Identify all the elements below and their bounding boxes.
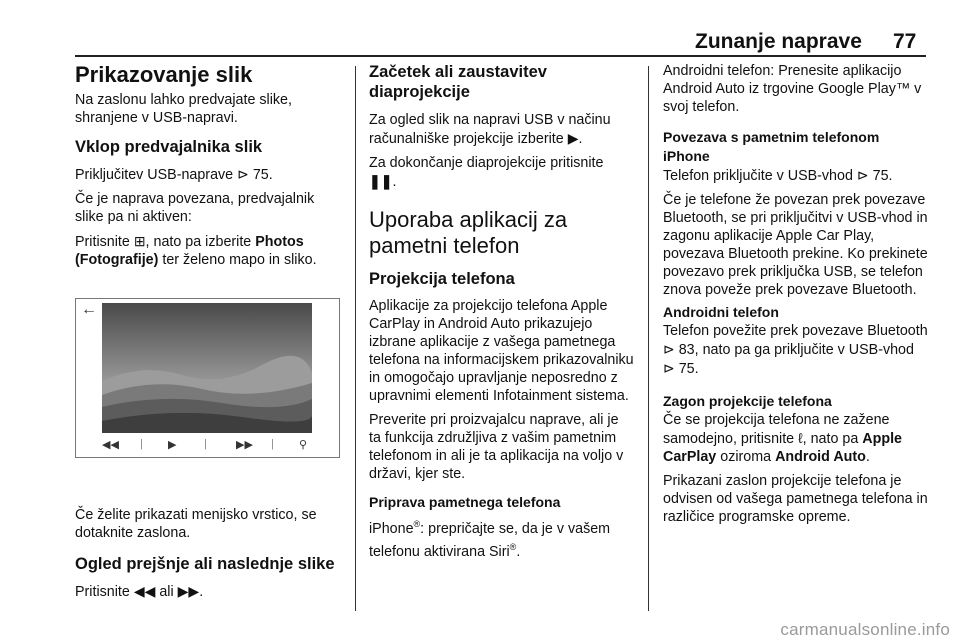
subsection-heading: Vklop predvajalnika slik: [75, 138, 263, 156]
paragraph: Pritisnite ⊞, nato pa izberite Photos (Fotografije) ter želeno mapo in sliko.: [75, 233, 317, 268]
paragraph: Pritisnite ◀◀ ali ▶▶.: [75, 583, 204, 600]
page-number: 77: [893, 30, 917, 53]
menu-icon[interactable]: ⚲: [299, 439, 308, 451]
rewind-icon: ◀◀: [133, 583, 156, 599]
paragraph: Če je telefone že povezan prek povezave Bluetooth, se pri priključitvi v USB-vhod in zagonu aplikacije Apple Car Play, povezava Bluetooth prekine. Ko prekinete povezavo prek priključka USB, se telefon znova poveže prek povezave Bluetooth.: [663, 192, 928, 298]
subsection-heading: Povezava s pametnim telefonom: [663, 129, 880, 145]
page-header-title: Zunanje naprave: [695, 30, 862, 53]
reference-arrow-icon: ⊳: [856, 167, 869, 183]
control-separator: |: [271, 438, 274, 450]
paragraph: Aplikacije za projekcijo telefona Apple CarPlay in Android Auto prikazujejo izbrane aplikacije z vašega pametnega telefona na informacijskem prikazovalniku in omogočajo upravljanje neposredno z upravnimi elementi Infotainment sistema.: [369, 298, 634, 404]
paragraph: Če je naprava povezana, predvajalnik slike pa ni aktiven:: [75, 191, 315, 225]
paragraph: Telefon priključite v USB-vhod ⊳ 75.: [663, 167, 893, 184]
section-title: Prikazovanje slik: [75, 62, 253, 87]
subsection-heading: Ogled prejšnje ali naslednje slike: [75, 555, 335, 573]
reference-arrow-icon: ⊳: [663, 341, 675, 357]
watermark: carmanualsonline.info: [780, 620, 950, 639]
reference-arrow-icon: ⊳: [663, 360, 675, 376]
fast-forward-icon: ▶▶: [177, 583, 200, 599]
pause-icon: ❚❚: [369, 173, 393, 189]
play-icon: ▶: [567, 130, 579, 146]
paragraph: iPhone®: prepričajte se, da je v vašem telefonu aktivirana Siri®.: [369, 519, 611, 560]
control-separator: |: [204, 438, 207, 450]
column-divider: [355, 66, 356, 611]
paragraph: Priključitev USB-naprave ⊳ 75.: [75, 166, 273, 183]
intro-paragraph: Na zaslonu lahko predvajate slike, shranjene v USB-napravi.: [75, 92, 292, 126]
paragraph: Telefon povežite prek povezave Bluetooth ⊳ 83, nato pa ga priključite v USB-vhod ⊳ 75.: [663, 323, 928, 377]
landscape-photo-graphic: [102, 303, 312, 433]
header-rule: [75, 55, 926, 57]
media-control-bar: [76, 438, 339, 454]
paragraph: Prikazani zaslon projekcije telefona je odvisen od vašega pametnega telefona in različice programske opreme.: [663, 473, 928, 525]
home-grid-icon: ⊞: [133, 233, 146, 249]
subsection-heading: Začetek ali zaustavitev diaprojekcije: [369, 63, 547, 101]
column-divider: [648, 66, 649, 611]
play-icon[interactable]: ▶: [168, 439, 177, 451]
section-title: Uporaba aplikacij za pametni telefon: [369, 207, 568, 258]
subsection-heading: Androidni telefon: [663, 304, 779, 320]
column-1: [75, 62, 340, 601]
paragraph: Za ogled slik na napravi USB v načinu računalniške projekcije izberite ▶.: [369, 112, 611, 147]
column-2: [369, 62, 634, 561]
subsection-heading: Priprava pametnega telefona: [369, 494, 561, 510]
next-icon[interactable]: ▶▶: [236, 439, 253, 451]
column-3: [663, 62, 928, 526]
previous-icon[interactable]: ◀◀: [102, 439, 119, 451]
phone-projection-icon: ℓ: [798, 430, 803, 446]
subsection-heading: iPhone: [663, 148, 710, 164]
paragraph: Androidni telefon: Prenesite aplikacijo Android Auto iz trgovine Google Play™ v svoj telefon.: [663, 63, 922, 115]
subsection-heading: Projekcija telefona: [369, 270, 515, 288]
paragraph: Če se projekcija telefona ne zažene samodejno, pritisnite ℓ, nato pa Apple CarPlay oziroma Android Auto.: [663, 412, 902, 465]
back-arrow-icon: ←: [81, 301, 97, 318]
paragraph: Za dokončanje diaprojekcije pritisnite ❚❚.: [369, 155, 604, 190]
paragraph: Če želite prikazati menijsko vrstico, se dotaknite zaslona.: [75, 507, 317, 541]
control-separator: |: [140, 438, 143, 450]
reference-arrow-icon: ⊳: [237, 166, 249, 182]
subsection-heading: Zagon projekcije telefona: [663, 393, 832, 409]
photo-viewer-figure: [75, 298, 340, 458]
paragraph: Preverite pri proizvajalcu naprave, ali je ta funkcija združljiva z vašim pametnim telefonom in ali je ta aplikacija na voljo v državi, kjer ste.: [369, 412, 624, 482]
landscape-photo: [102, 303, 312, 433]
